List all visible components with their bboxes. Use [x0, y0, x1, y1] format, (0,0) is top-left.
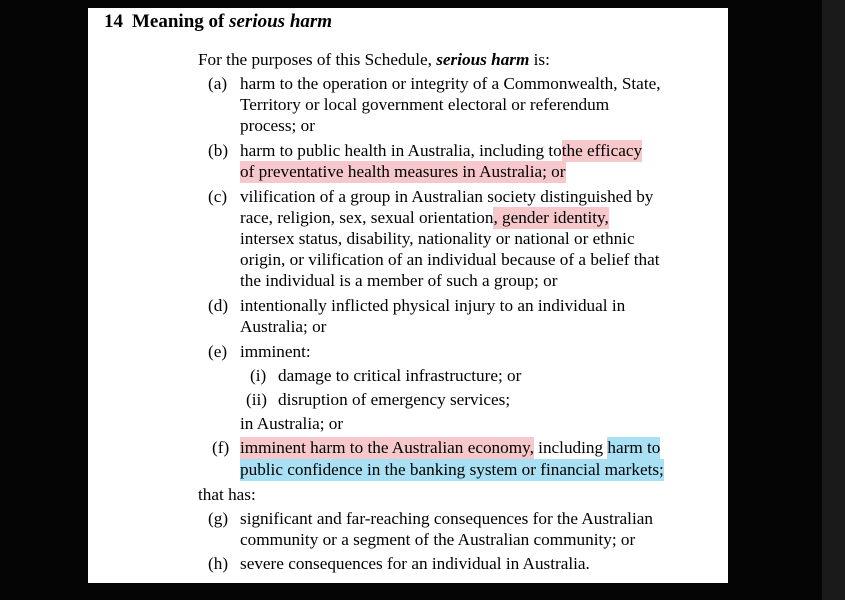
item-label-f: (f) — [212, 438, 230, 457]
item-h-line-1: severe consequences for an individual in Australia. — [240, 554, 590, 573]
item-f-text: including — [538, 438, 604, 457]
item-c-line-4: origin, or vilification of an individual because of a belief that — [240, 250, 660, 269]
item-c-line-5: the individual is a member of such a group; or — [240, 271, 558, 290]
document-page — [88, 8, 728, 583]
section-number: 14 — [104, 11, 123, 32]
highlight-public-confidence: public confidence in the banking system or financial markets; — [240, 460, 664, 479]
item-c-text: race, religion, sex, sexual orientation — [240, 208, 494, 227]
item-label-a: (a) — [208, 74, 228, 93]
intro-paragraph — [198, 49, 550, 70]
item-b-text: harm to public health in Australia, including to — [240, 141, 562, 160]
section-title-prefix: Meaning of — [132, 11, 225, 32]
intro-defined-term: serious harm — [436, 50, 530, 69]
section-heading — [104, 9, 332, 35]
highlight-gender-identity: , gender identity, — [493, 208, 609, 227]
item-b-line-1 — [240, 140, 642, 161]
section-title-emphasis: serious harm — [229, 11, 333, 32]
item-label-e: (e) — [208, 342, 228, 361]
highlight-australian-economy: imminent harm to the Australian economy, — [240, 438, 534, 457]
subitem-i-text: damage to critical infrastructure; or — [278, 366, 522, 385]
backdrop-strip — [822, 0, 845, 600]
intro-suffix: is: — [533, 50, 550, 69]
item-f-line-2 — [240, 459, 664, 480]
subitem-label-ii: (ii) — [246, 390, 267, 409]
item-g-line-2: community or a segment of the Australian community; or — [240, 530, 636, 549]
item-b-line-2 — [240, 161, 566, 182]
item-c-line-1: vilification of a group in Australian society distinguished by — [240, 187, 654, 206]
item-d-line-1: intentionally inflicted physical injury to an individual in — [240, 296, 626, 315]
item-label-h: (h) — [208, 554, 229, 573]
item-a-line-1: harm to the operation or integrity of a Commonwealth, State, — [240, 74, 661, 93]
item-c-line-3: intersex status, disability, nationality or national or ethnic — [240, 229, 635, 248]
item-label-g: (g) — [208, 509, 229, 528]
intro-prefix: For the purposes of this Schedule, — [198, 50, 432, 69]
highlight-harm-to: harm to — [607, 438, 661, 457]
item-g-line-1: significant and far-reaching consequences for the Australian — [240, 509, 653, 528]
item-e-tail: in Australia; or — [240, 414, 344, 433]
item-e-line-1: imminent: — [240, 342, 311, 361]
item-label-c: (c) — [208, 187, 228, 206]
item-label-d: (d) — [208, 296, 229, 315]
that-has-text: that has: — [198, 485, 256, 504]
item-c-line-2 — [240, 207, 609, 228]
item-f-line-1 — [240, 437, 660, 458]
subitem-label-i: (i) — [250, 366, 267, 385]
item-a-line-3: process; or — [240, 116, 315, 135]
highlight-efficacy: the efficacy — [561, 141, 643, 160]
item-d-line-2: Australia; or — [240, 317, 327, 336]
subitem-ii-text: disruption of emergency services; — [278, 390, 511, 409]
item-label-b: (b) — [208, 141, 229, 160]
highlight-preventative-measures: of preventative health measures in Australia; or — [240, 162, 566, 181]
item-a-line-2: Territory or local government electoral or referendum — [240, 95, 610, 114]
